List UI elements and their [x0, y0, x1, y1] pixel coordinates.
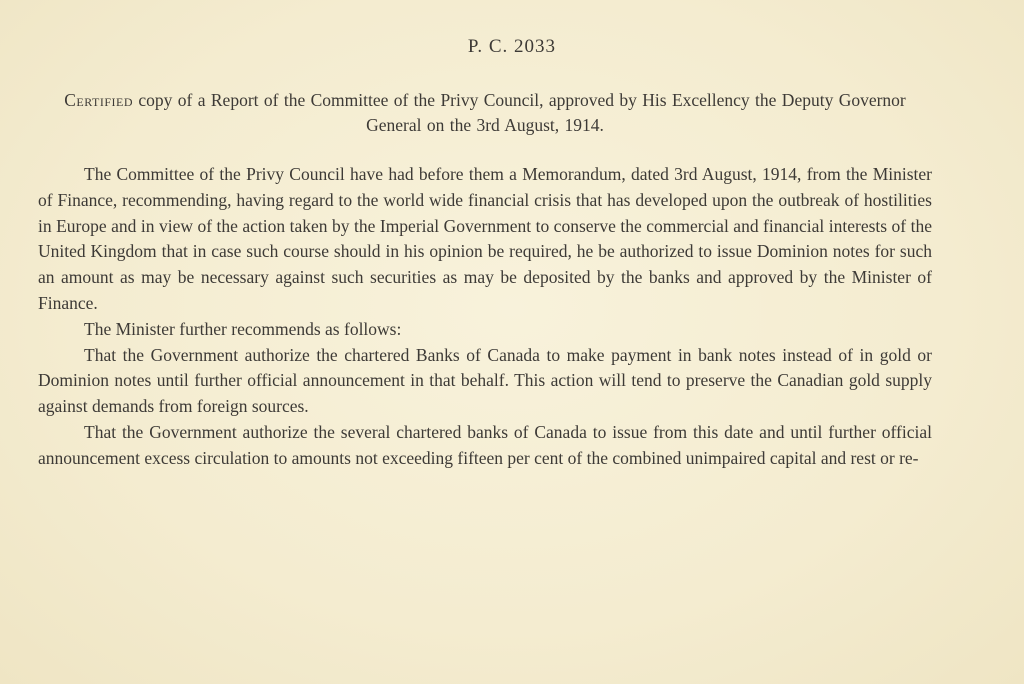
body-text: [38, 162, 932, 472]
paragraph-memorandum: The Committee of the Privy Council have had before them a Memorandum, dated 3rd August, 1914, from the Minister of Finance, recommending, having regard to the world wide financial crisis that has developed upon the outbreak of hostilities in Europe and in view of the action taken by the Imperial Government to conserve the commercial and financial interests of the United Kingdom that in case such course should in his opinion be required, he be authorized to issue Dominion notes for such an amount as may be necessary against such securities as may be deposited by the banks and approved by the Minister of Finance.: [38, 164, 932, 313]
preamble-text: copy of a Report of the Committee of the Privy Council, approved by His Excellency the Deputy Governor General on the 3rd August, 1914.: [133, 90, 906, 135]
order-number: P. C. 2033: [467, 36, 557, 57]
preamble-lead: Certified: [64, 90, 134, 110]
paragraph-recommends: The Minister further recommends as follows:: [84, 318, 402, 339]
preamble: [40, 88, 930, 138]
paragraph-excess-circulation: That the Government authorize the several chartered banks of Canada to issue from this date and until further official announcement excess circulation to amounts not exceeding fifteen per cent of the combined unimpaired capital and rest or re-: [38, 421, 932, 468]
paragraph-bank-notes: That the Government authorize the chartered Banks of Canada to make payment in bank notes instead of in gold or Dominion notes until further official announcement in that behalf. This action will tend to preserve the Canadian gold supply against demands from foreign sources.: [38, 344, 932, 417]
